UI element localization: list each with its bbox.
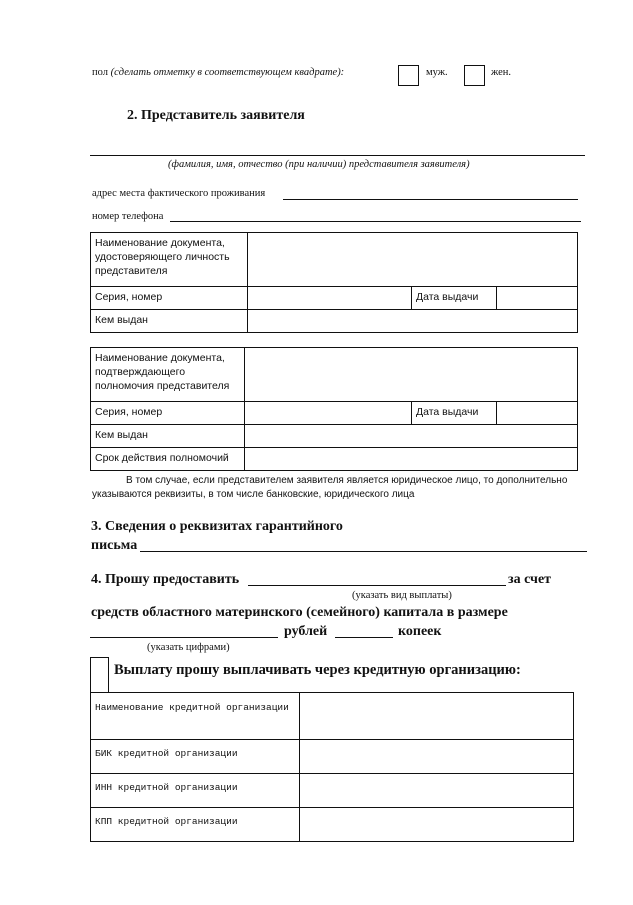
bank-inn-label: ИНН кредитной организации — [91, 774, 300, 808]
auth-validity-field[interactable] — [245, 448, 578, 471]
representative-name-field[interactable] — [90, 155, 585, 156]
section4-line2: средств областного материнского (семейного) капитала в размере — [91, 605, 508, 620]
rubles-label: рублей — [284, 624, 328, 639]
digits-caption: (указать цифрами) — [147, 642, 230, 653]
payout-checkbox[interactable] — [90, 657, 109, 693]
male-checkbox[interactable] — [398, 65, 419, 86]
bank-kpp-field[interactable] — [300, 808, 574, 842]
payout-title: Выплату прошу выплачивать через кредитную организацию: — [114, 662, 521, 678]
representative-name-caption: (фамилия, имя, отчество (при наличии) представителя заявителя) — [168, 159, 470, 170]
auth-issue-date-field[interactable] — [497, 402, 578, 425]
payment-type-field[interactable] — [248, 585, 506, 586]
address-label: адрес места фактического проживания — [92, 188, 266, 199]
bank-name-label: Наименование кредитной организации — [91, 693, 300, 740]
payment-type-caption: (указать вид выплаты) — [352, 590, 452, 601]
auth-validity-label: Срок действия полномочий — [91, 448, 245, 471]
gender-row — [92, 67, 344, 78]
bank-table — [90, 692, 574, 842]
rubles-field[interactable] — [90, 637, 278, 638]
female-label: жен. — [491, 67, 512, 78]
auth-doc-name-field[interactable] — [245, 348, 578, 402]
auth-doc-name-label: Наименование документа, подтверждающего полномочия представителя — [91, 348, 245, 402]
authority-document-table — [90, 347, 578, 471]
id-doc-name-label: Наименование документа, удостоверяющего личность представителя — [91, 233, 248, 287]
kopecks-label: копеек — [398, 624, 442, 639]
id-issued-by-field[interactable] — [248, 310, 578, 333]
section2-title: 2. Представитель заявителя — [127, 108, 305, 123]
auth-issued-by-label: Кем выдан — [91, 425, 245, 448]
auth-series-label: Серия, номер — [91, 402, 245, 425]
male-label: муж. — [426, 67, 448, 78]
section4-line1-start: 4. Прошу предоставить — [91, 572, 240, 587]
id-document-table — [90, 232, 578, 333]
female-checkbox[interactable] — [464, 65, 485, 86]
section3-title-line1: 3. Сведения о реквизитах гарантийного — [91, 519, 343, 534]
auth-issue-date-label: Дата выдачи — [412, 402, 497, 425]
auth-issued-by-field[interactable] — [245, 425, 578, 448]
legal-entity-note: В том случае, если представителем заявителя является юридическое лицо, то дополнительно указываются реквизиты, в том числе банковские, юридического лица — [92, 475, 568, 500]
kopecks-field[interactable] — [335, 637, 393, 638]
guarantee-letter-field[interactable] — [140, 551, 587, 552]
auth-series-field[interactable] — [245, 402, 412, 425]
id-issued-by-label: Кем выдан — [91, 310, 248, 333]
bank-bik-label: БИК кредитной организации — [91, 740, 300, 774]
gender-hint: (сделать отметку в соответствующем квадрате): — [110, 67, 345, 78]
section3-title-line2: письма — [91, 538, 138, 553]
bank-kpp-label: КПП кредитной организации — [91, 808, 300, 842]
bank-name-field[interactable] — [300, 693, 574, 740]
gender-label: пол — [92, 67, 108, 78]
id-doc-name-field[interactable] — [248, 233, 578, 287]
id-issue-date-label: Дата выдачи — [412, 287, 497, 310]
id-issue-date-field[interactable] — [497, 287, 578, 310]
bank-inn-field[interactable] — [300, 774, 574, 808]
section4-line1-end: за счет — [508, 572, 552, 587]
phone-label: номер телефона — [92, 211, 164, 222]
id-series-field[interactable] — [248, 287, 412, 310]
phone-field[interactable] — [170, 221, 581, 222]
address-field[interactable] — [283, 199, 578, 200]
bank-bik-field[interactable] — [300, 740, 574, 774]
id-series-label: Серия, номер — [91, 287, 248, 310]
